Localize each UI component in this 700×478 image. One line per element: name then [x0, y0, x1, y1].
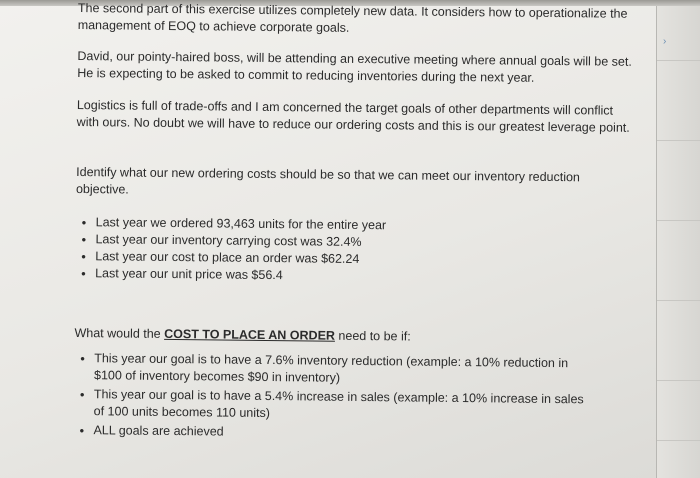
question-suffix: need to be if:	[334, 328, 411, 344]
divider	[657, 60, 700, 61]
paragraph-boss: David, our pointy-haired boss, will be attending an executive meeting where annual goals will be set. He is expecting to be asked to commit to reducing inventories during the next year.	[77, 48, 632, 85]
paragraph-tradeoffs: Logistics is full of trade-offs and I am concerned the target goals of other departments will conflict with ours. No doubt we will have to reduce our ordering costs and this is our greatest leverage point.	[76, 97, 630, 135]
chevron-icon: ›	[663, 36, 667, 47]
list-item: • Last year our unit price was $56.4	[75, 265, 386, 285]
facts-list	[75, 214, 386, 285]
paragraph-task: Identify what our new ordering costs should be so that we can meet our inventory reduction objective.	[75, 164, 581, 197]
divider	[657, 220, 700, 221]
list-item: • Last year our cost to place an order was $62.24	[75, 248, 386, 268]
divider	[657, 140, 700, 141]
question-emphasis: COST TO PLACE AN ORDER	[164, 326, 336, 343]
goals-list	[73, 350, 594, 446]
list-item: • This year our goal is to have a 5.4% increase in sales (example: a 10% increase in sales of 100 units becomes 110 units)	[74, 386, 594, 425]
list-item: • ALL goals are achieved	[73, 422, 593, 444]
divider	[657, 300, 700, 301]
list-item: • Last year we ordered 93,463 units for the entire year	[76, 214, 387, 234]
divider	[657, 440, 700, 441]
question-prefix: What would the	[74, 325, 165, 341]
paragraph-intro: The second part of this exercise utilizes completely new data. It considers how to operationalize the management of EOQ to achieve corporate goals.	[77, 0, 628, 35]
question-line	[74, 325, 410, 346]
list-item: • This year our goal is to have a 7.6% inventory reduction (example: a 10% reduction in $100 of inventory becomes $90 in inventory)	[74, 350, 594, 389]
side-panel	[657, 0, 700, 478]
list-item: • Last year our inventory carrying cost was 32.4%	[75, 231, 386, 251]
divider	[657, 380, 700, 381]
